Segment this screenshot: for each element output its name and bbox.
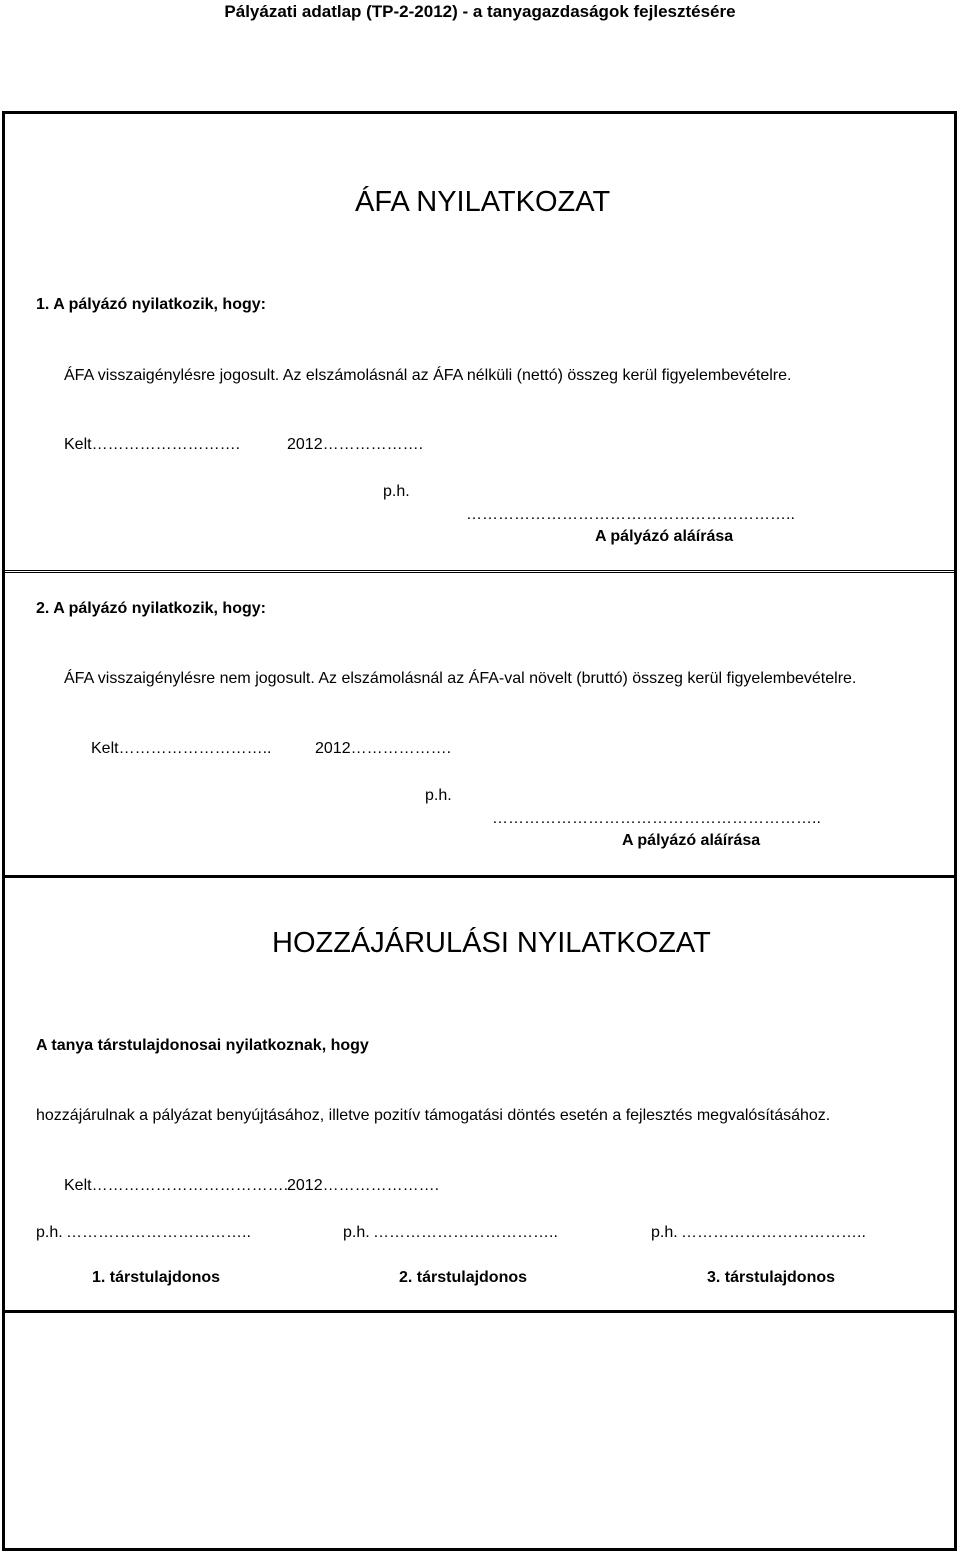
afa-section1-stamp-label: p.h. (383, 483, 410, 500)
owner1-stamp-label: p.h. (36, 1224, 63, 1241)
afa-section2-heading: 2. A pályázó nyilatkozik, hogy: (36, 600, 266, 617)
owner3-label: 3. társtulajdonos (707, 1269, 836, 1286)
owner2-label: 2. társtulajdonos (399, 1269, 528, 1286)
afa-section1-statement: ÁFA visszaigénylésre jogosult. Az elszámolásnál az ÁFA nélküli (nettó) összeg kerül figyelembevételre. (64, 367, 792, 384)
owner3-signature-line: …………………………….. (681, 1224, 866, 1241)
afa-section1-signature-label: A pályázó aláírása (595, 528, 734, 545)
owner2-stamp-label: p.h. (343, 1224, 370, 1241)
hozzajarulasi-title: HOZZÁJÁRULÁSI NYILATKOZAT (272, 927, 711, 959)
afa-section2-year-field: 2012………………. (315, 740, 452, 757)
afa-section1-kelt-field: Kelt………………………. (64, 436, 241, 453)
afa-title: ÁFA NYILATKOZAT (355, 186, 611, 218)
afa-section2-stamp-label: p.h. (425, 787, 452, 804)
section-divider (4, 570, 956, 576)
hozzajarulasi-kelt-field: Kelt………………………………. (64, 1177, 289, 1194)
afa-section1-heading: 1. A pályázó nyilatkozik, hogy: (36, 296, 266, 313)
afa-section1-signature-line: …………………………………………………….. (466, 506, 795, 523)
section-divider (4, 1310, 956, 1313)
page-header-title: Pályázati adatlap (TP-2-2012) - a tanyagazdaságok fejlesztésére (224, 2, 736, 21)
hozzajarulasi-heading: A tanya társtulajdonosai nyilatkoznak, hogy (36, 1037, 369, 1054)
afa-section2-signature-line: …………………………………………………….. (492, 810, 821, 827)
afa-section2-kelt-field: Kelt……………………….. (91, 740, 272, 757)
owner1-signature-line: …………………………….. (66, 1224, 251, 1241)
owner2-signature-line: …………………………….. (373, 1224, 558, 1241)
owner3-stamp-label: p.h. (651, 1224, 678, 1241)
hozzajarulasi-statement: hozzájárulnak a pályázat benyújtásához, illetve pozitív támogatási döntés esetén a fejlesztés megvalósításához. (36, 1107, 831, 1124)
afa-section2-statement: ÁFA visszaigénylésre nem jogosult. Az elszámolásnál az ÁFA-val növelt (bruttó) összeg kerül figyelembevételre. (64, 670, 857, 687)
form-frame (2, 111, 957, 1551)
section-divider (4, 875, 956, 878)
afa-section1-year-field: 2012………………. (287, 436, 424, 453)
owner1-label: 1. társtulajdonos (92, 1269, 221, 1286)
hozzajarulasi-year-field: 2012…………………. (287, 1177, 440, 1194)
afa-section2-signature-label: A pályázó aláírása (622, 832, 761, 849)
